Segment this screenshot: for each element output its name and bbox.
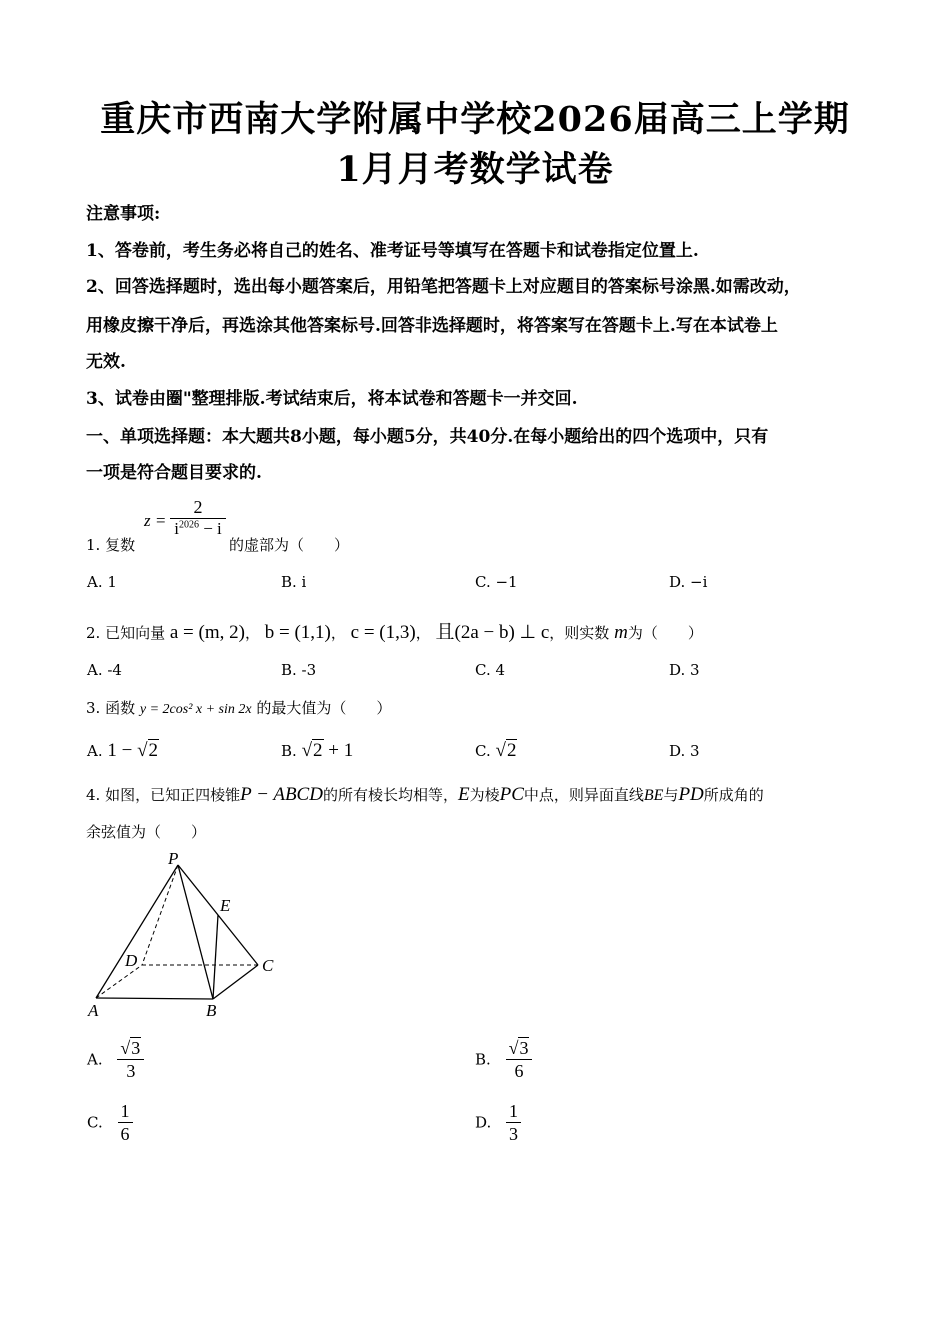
note-item-3: 3、试卷由圈"整理排版.考试结束后，将本试卷和答题卡一并交回. xyxy=(86,389,578,409)
label-c: C xyxy=(262,956,274,975)
edge-ab xyxy=(96,998,213,999)
q2-vector-a: a = (m, 2) xyxy=(169,622,245,643)
q1-option-b[interactable]: B. i xyxy=(281,573,307,591)
q2-stem: 2. 已知向量 a = (m, 2)， b = (1,1)， c = (1,3)， 且(2a − b) ⊥ c，则实数 m为（ ） xyxy=(86,622,703,643)
q2-option-c[interactable]: C. 4 xyxy=(475,661,506,679)
q4-option-c[interactable]: C. $\frac{1}{6}$ xyxy=(87,1100,133,1145)
note-item-2-line2: 用橡皮擦干净后，再选涂其他答案标号.回答非选择题时，将答案写在答题卡上.写在本试卷上 xyxy=(86,316,778,336)
q4-option-b[interactable]: B. $\frac{√3}{6}$ xyxy=(475,1037,532,1082)
q1-option-c[interactable]: C. −1 xyxy=(475,573,518,591)
q2-option-b[interactable]: B. -3 xyxy=(281,661,317,679)
q3-option-d[interactable]: D. 3 xyxy=(669,742,700,760)
q4-stem-line2: 余弦值为（ ） xyxy=(86,823,207,841)
label-b: B xyxy=(206,1001,217,1020)
pyramid-figure xyxy=(80,848,290,1023)
q4-option-a[interactable]: A. $\frac{√3}{3}$ xyxy=(87,1037,144,1082)
edge-bc xyxy=(213,965,258,999)
label-p: P xyxy=(168,849,179,868)
q2-option-a[interactable]: A. -4 xyxy=(87,661,122,679)
exam-title-line1: 重庆市西南大学附属中学校2026届高三上学期 xyxy=(100,99,850,140)
q3-function: y = 2cos² x + sin 2x xyxy=(139,702,252,717)
edge-pa xyxy=(96,865,178,998)
q4-option-d[interactable]: D. $\frac{1}{3}$ xyxy=(475,1100,521,1145)
q2-vector-c: c = (1,3) xyxy=(350,622,416,643)
q3-option-a[interactable]: A. 1 − √2 xyxy=(87,740,159,761)
q1-z-label: z = xyxy=(144,511,167,530)
q3-option-c[interactable]: C. √2 xyxy=(475,740,517,761)
q3-stem: 3. 函数 y = 2cos² x + sin 2x 的最大值为（ ） xyxy=(86,699,392,717)
q2-option-d[interactable]: D. 3 xyxy=(669,661,700,679)
q1-fraction: 2 $i^{2026} - i$ xyxy=(170,497,226,539)
q1-option-a[interactable]: A. 1 xyxy=(87,573,117,591)
section1-line1: 一、单项选择题：本大题共8小题，每小题5分，共40分.在每小题给出的四个选项中，只有 xyxy=(86,427,769,447)
label-d: D xyxy=(125,951,138,970)
note-item-1: 1、答卷前，考生务必将自己的姓名、准考证号等填写在答题卡和试卷指定位置上. xyxy=(86,241,699,261)
q1-suffix: 的虚部为（ ） xyxy=(229,536,350,554)
exam-title-line2: 1月月考数学试卷 xyxy=(336,149,614,190)
segment-be xyxy=(213,915,218,999)
q2-vector-b: b = (1,1) xyxy=(264,622,331,643)
edge-pb xyxy=(178,865,213,999)
label-a: A xyxy=(88,1001,99,1020)
notes-heading: 注意事项: xyxy=(86,204,161,224)
note-item-2-line3: 无效. xyxy=(86,352,126,372)
q4-stem-line1: 4. 如图，已知正四棱锥P − ABCD的所有棱长均相等，E为棱PC中点，则异面直线BE与PD所成角的 xyxy=(86,784,764,805)
note-item-2-line1: 2、回答选择题时，选出每小题答案后，用铅笔把答题卡上对应题目的答案标号涂黑.如需改动， xyxy=(86,277,801,297)
q2-condition: 且(2a − b) ⊥ c xyxy=(435,622,550,643)
q1-prefix: 1. 复数 xyxy=(86,536,136,554)
q3-option-b[interactable]: B. √2 + 1 xyxy=(281,740,354,761)
section1-line2: 一项是符合题目要求的. xyxy=(86,463,262,483)
q1-option-d[interactable]: D. −i xyxy=(669,573,708,591)
label-e: E xyxy=(220,896,231,915)
